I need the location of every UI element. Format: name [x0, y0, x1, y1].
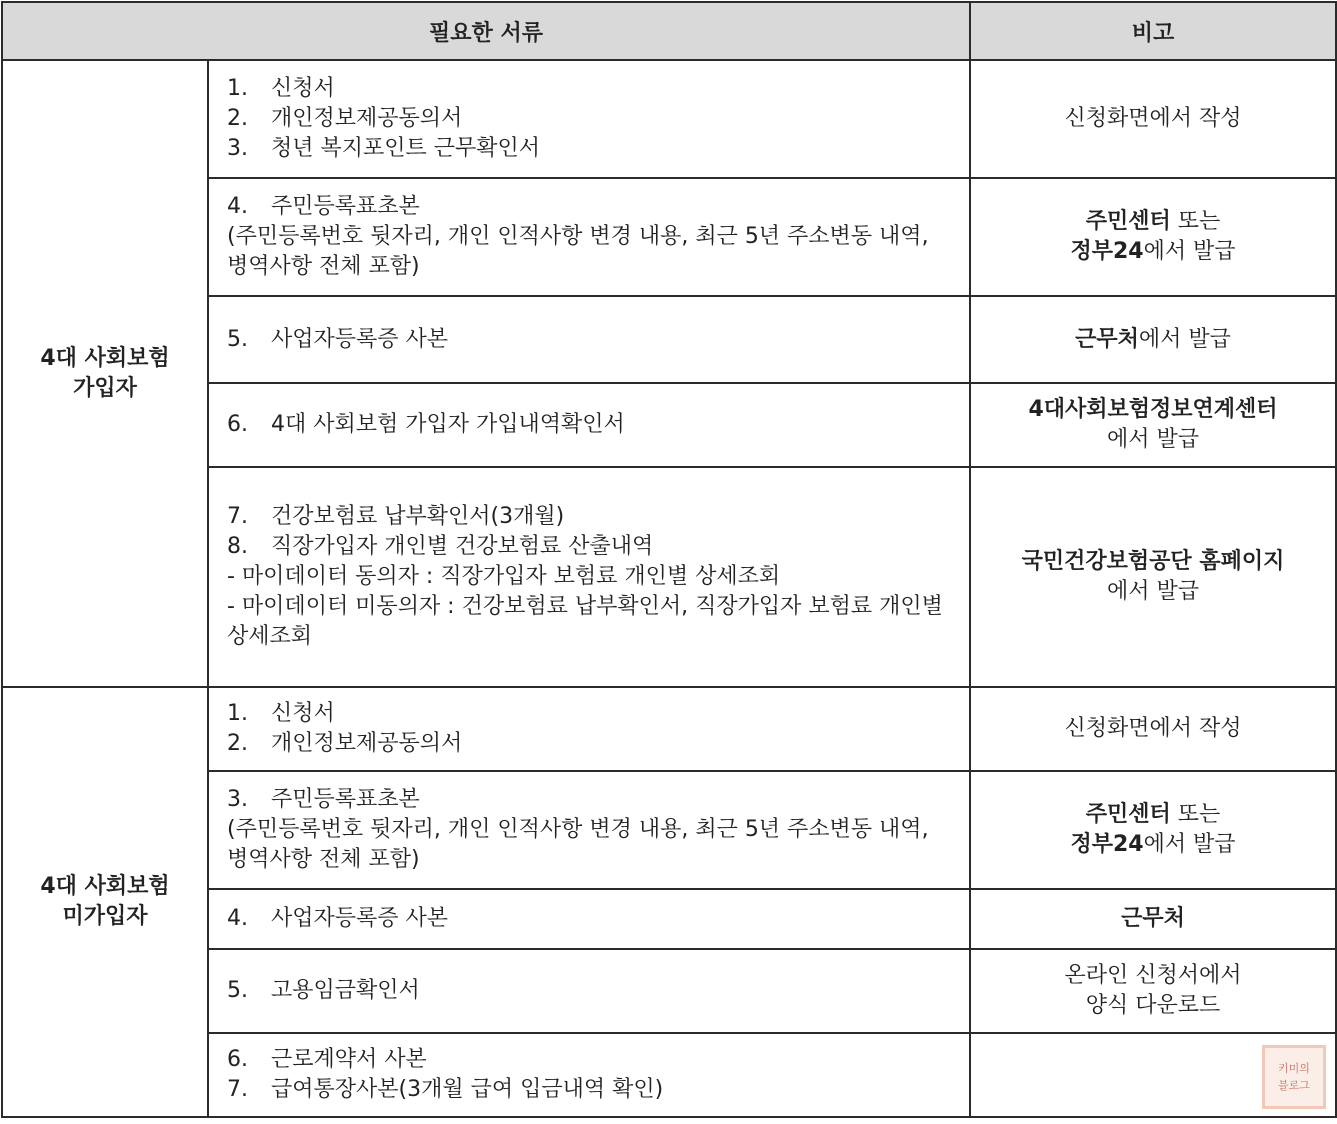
list-item: 8. 직장가입자 개인별 건강보험료 산출내역	[227, 534, 654, 559]
document-list	[208, 178, 970, 296]
remark-cell: 주민센터 또는 정부24에서 발급	[970, 771, 1336, 889]
document-list	[208, 949, 970, 1033]
document-detail: (주민등록번호 뒷자리, 개인 인적사항 변경 내용, 최근 5년 주소변동 내역, 병역사항 전체 포함)	[227, 224, 929, 279]
list-item: 4. 사업자등록증 사본	[227, 906, 449, 931]
table-row	[2, 60, 1336, 178]
remark-cell: 국민건강보험공단 홈페이지 에서 발급	[970, 467, 1336, 687]
document-list	[208, 383, 970, 467]
list-item: 1. 신청서	[227, 701, 335, 726]
list-item: 6. 4대 사회보험 가입자 가입내역확인서	[227, 412, 625, 437]
list-item: 3. 청년 복지포인트 근무확인서	[227, 136, 541, 161]
list-item: 2. 개인정보제공동의서	[227, 106, 463, 131]
document-list	[208, 1033, 970, 1117]
list-item: 5. 고용임금확인서	[227, 978, 420, 1003]
remark-cell: 신청화면에서 작성	[970, 60, 1336, 178]
document-list	[208, 296, 970, 383]
list-item: 4. 주민등록표초본	[227, 194, 420, 219]
list-item: 2. 개인정보제공동의서	[227, 731, 463, 756]
remark-cell: 4대사회보험정보연계센터 에서 발급	[970, 383, 1336, 467]
required-documents-table	[1, 1, 1337, 1118]
list-item: 6. 근로계약서 사본	[227, 1047, 427, 1072]
header-remarks: 비고	[970, 2, 1336, 60]
list-item: 7. 건강보험료 납부확인서(3개월)	[227, 504, 565, 529]
document-list	[208, 60, 970, 178]
remark-cell: 온라인 신청서에서 양식 다운로드	[970, 949, 1336, 1033]
document-list	[208, 771, 970, 889]
list-item: 3. 주민등록표초본	[227, 787, 420, 812]
table-row	[2, 687, 1336, 771]
header-row	[2, 2, 1336, 60]
group-label-insured: 4대 사회보험 가입자	[2, 60, 208, 687]
group-label-uninsured: 4대 사회보험 미가입자	[2, 687, 208, 1117]
list-item: 7. 급여통장사본(3개월 급여 입금내역 확인)	[227, 1077, 664, 1102]
document-list	[208, 889, 970, 949]
header-documents: 필요한 서류	[2, 2, 970, 60]
sub-item: - 마이데이터 미동의자 : 건강보험료 납부확인서, 직장가입자 보험료 개인별 상세조회	[227, 594, 943, 649]
list-item: 1. 신청서	[227, 76, 335, 101]
remark-cell: 근무처에서 발급	[970, 296, 1336, 383]
remark-cell: 근무처	[970, 889, 1336, 949]
list-item: 5. 사업자등록증 사본	[227, 326, 449, 352]
document-list	[208, 687, 970, 771]
remark-cell: 주민센터 또는 정부24에서 발급	[970, 178, 1336, 296]
document-list	[208, 467, 970, 687]
document-detail: (주민등록번호 뒷자리, 개인 인적사항 변경 내용, 최근 5년 주소변동 내역, 병역사항 전체 포함)	[227, 817, 929, 872]
blog-watermark-stamp: 키미의 블로그	[1262, 1045, 1326, 1109]
sub-item: - 마이데이터 동의자 : 직장가입자 보험료 개인별 상세조회	[227, 564, 781, 589]
remark-cell: 신청화면에서 작성	[970, 687, 1336, 771]
